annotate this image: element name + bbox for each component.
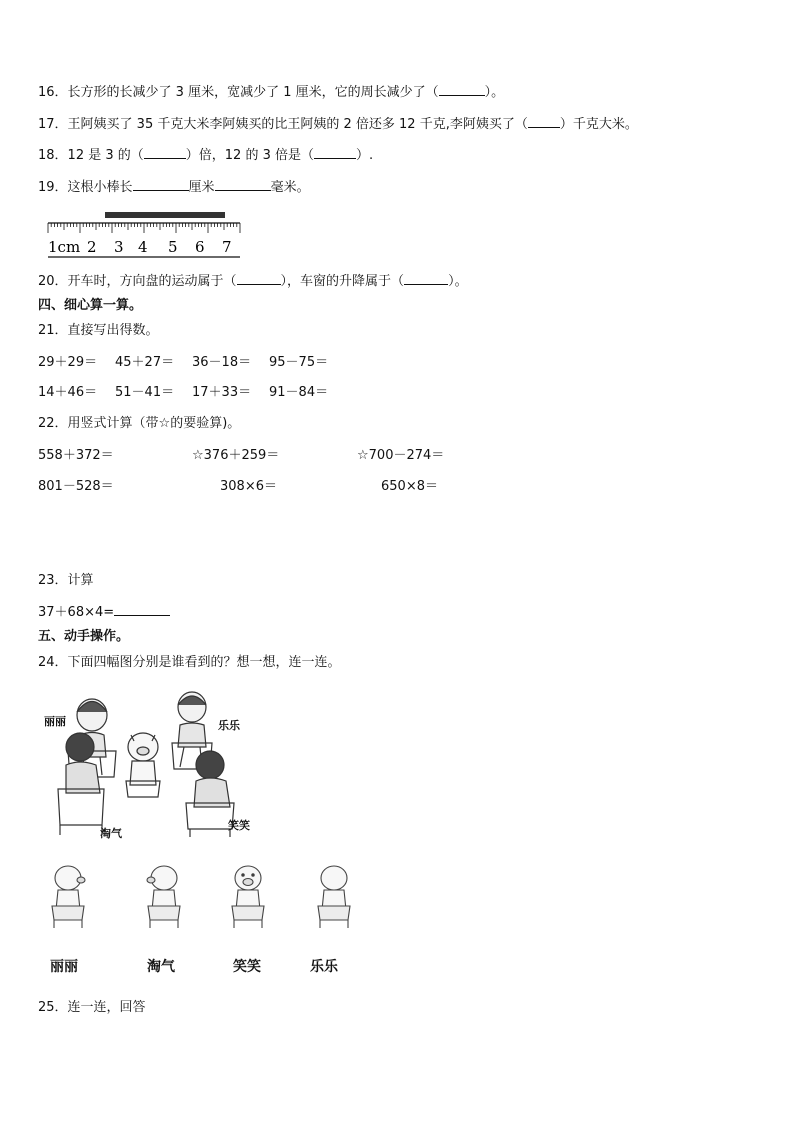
q17-text-end: ）千克大米。: [559, 117, 638, 132]
scene-label-xiaoxiao: 笑笑: [228, 819, 250, 832]
question-21-title: 21．直接写出得数。: [38, 323, 159, 338]
pig-view-4: [312, 862, 356, 930]
stick: [105, 212, 225, 218]
q16-answer-blank[interactable]: [439, 82, 485, 96]
option-lili[interactable]: 丽丽: [50, 959, 78, 975]
option-lele[interactable]: 乐乐: [310, 959, 338, 975]
q22-expr-3: ☆700－274＝: [357, 448, 445, 463]
q18-answer-blank-1[interactable]: [144, 145, 186, 159]
question-23-expression: [38, 602, 170, 622]
question-19: [38, 177, 310, 197]
pig-view-2: [140, 862, 184, 930]
q19-text-cm: 厘米: [188, 180, 215, 195]
q19-text-mm: 毫米。: [270, 180, 310, 195]
question-18: [38, 145, 373, 165]
q18-text-end: ）.: [355, 148, 374, 163]
q21-expr-7: 17＋33＝: [192, 385, 252, 400]
ruler-ticks: [48, 223, 240, 233]
section-4-heading: 四、细心算一算。: [38, 298, 143, 313]
q22-expr-1: 558＋372＝: [38, 448, 114, 463]
question-25-title: 25．连一连，回答: [38, 1000, 146, 1015]
q20-answer-blank-1[interactable]: [237, 271, 281, 285]
q21-expr-2: 45＋27＝: [115, 355, 175, 370]
question-17: [38, 114, 638, 134]
q16-text: 16．长方形的长减少了 3 厘米，宽减少了 1 厘米，它的周长减少了（: [38, 85, 439, 100]
question-23-title: 23．计算: [38, 573, 94, 588]
q20-answer-blank-2[interactable]: [404, 271, 448, 285]
pig-view-3: [226, 862, 270, 930]
ruler-label-6: 7: [222, 238, 232, 256]
q18-text: 18．12 是 3 的（: [38, 148, 144, 163]
q22-expr-4: 801－528＝: [38, 479, 114, 494]
q16-text-end: ）。: [484, 85, 505, 100]
q21-expr-4: 95－75＝: [269, 355, 329, 370]
q22-expr-2: ☆376＋259＝: [192, 448, 280, 463]
scene-label-taoqi: 淘气: [100, 827, 122, 840]
option-xiaoxiao[interactable]: 笑笑: [233, 959, 261, 975]
q21-expr-8: 91－84＝: [269, 385, 329, 400]
ruler-label-4: 5: [168, 238, 178, 256]
section-5-heading: 五、动手操作。: [38, 629, 130, 644]
q19-answer-blank-mm[interactable]: [215, 177, 271, 191]
question-16: [38, 82, 504, 102]
ruler-label-3: 4: [138, 238, 148, 256]
ruler-figure: [44, 203, 244, 261]
q17-answer-blank[interactable]: [528, 114, 560, 128]
question-22-title: 22．用竖式计算（带☆的要验算)。: [38, 416, 241, 431]
option-taoqi[interactable]: 淘气: [147, 959, 175, 975]
q18-answer-blank-2[interactable]: [314, 145, 356, 159]
q20-text-mid: ），车窗的升降属于（: [280, 274, 405, 289]
q21-expr-1: 29＋29＝: [38, 355, 98, 370]
question-20: [38, 271, 468, 291]
xiaoxiao-figure: [186, 751, 234, 837]
ruler-label-1: 2: [87, 238, 97, 256]
q20-text: 20．开车时，方向盘的运动属于（: [38, 274, 237, 289]
q21-expr-3: 36－18＝: [192, 355, 252, 370]
scene-label-lele: 乐乐: [218, 719, 240, 732]
q22-expr-6: 650×8＝: [381, 479, 438, 494]
q17-text: 17．王阿姨买了 35 千克大米李阿姨买的比王阿姨的 2 倍还多 12 千克,李阿姨买了（: [38, 117, 528, 132]
ruler-label-0: 1cm: [48, 238, 81, 256]
q18-text-mid: ）倍，12 的 3 倍是（: [185, 148, 314, 163]
ruler-label-2: 3: [114, 238, 124, 256]
q23-answer-blank[interactable]: [114, 602, 170, 616]
pig-view-1: [48, 862, 92, 930]
q21-expr-6: 51－41＝: [115, 385, 175, 400]
q20-text-end: ）。: [448, 274, 468, 289]
q22-expr-5: 308×6＝: [220, 479, 277, 494]
q19-text: 19．这根小棒长: [38, 180, 133, 195]
question-24-title: 24．下面四幅图分别是谁看到的？想一想，连一连。: [38, 655, 341, 670]
q19-answer-blank-cm[interactable]: [133, 177, 189, 191]
q21-expr-5: 14＋46＝: [38, 385, 98, 400]
ruler-label-5: 6: [195, 238, 205, 256]
q23-expr: 37＋68×4=: [38, 605, 115, 620]
pig-figure: [126, 733, 160, 797]
scene-label-lili: 丽丽: [44, 715, 66, 728]
